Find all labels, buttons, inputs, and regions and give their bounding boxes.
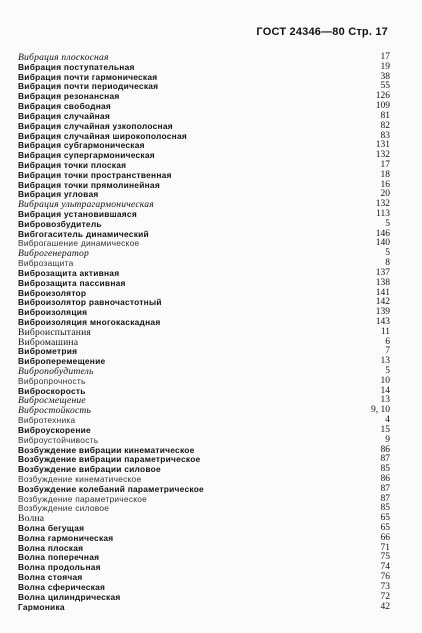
index-page-number: 87 <box>380 483 390 494</box>
index-term: Гармоника <box>18 601 65 612</box>
index-term: Вибрация ультрагармоническая <box>18 199 154 211</box>
index-page-number: 55 <box>380 81 390 92</box>
index-term: Виброгашение динамическое <box>18 238 140 249</box>
index-page-number: 42 <box>380 601 390 612</box>
index-page-number: 20 <box>380 189 390 200</box>
index-page-number: 9 <box>385 434 390 445</box>
index-page-number: 16 <box>380 179 390 190</box>
page-header: ГОСТ 24346—80 Стр. 17 <box>256 26 388 38</box>
index-page-number: 76 <box>380 572 390 583</box>
index-page-number: 10 <box>380 375 390 386</box>
index-term: Вибрация резонансная <box>18 91 120 102</box>
index-page-number: 137 <box>375 267 390 278</box>
index-term: Вибротехника <box>18 415 76 426</box>
index-term: Волна плоская <box>18 542 84 553</box>
index-term: Вибрация супергармоническая <box>18 150 155 161</box>
index-term: Виброзащита активная <box>18 267 120 278</box>
index-page-number: 87 <box>380 493 390 504</box>
index-term: Волна <box>18 513 45 525</box>
index-page-number: 142 <box>375 297 390 308</box>
index-page-number: 17 <box>380 52 390 62</box>
index-term: Волна сферическая <box>18 581 106 592</box>
index-term: Вибрация почти гармоническая <box>18 71 158 82</box>
index-page-number: 5 <box>385 248 390 259</box>
index-page-number: 11 <box>380 326 390 337</box>
index-term: Виброиспытания <box>18 326 92 338</box>
index-term: Возбуждение вибрации кинематическое <box>18 444 195 455</box>
index-term: Волна бегущая <box>18 523 85 533</box>
index-page-number: 74 <box>380 562 390 573</box>
index-page-number: 13 <box>380 356 390 367</box>
index-page-number: 81 <box>380 110 390 121</box>
index-page-number: 86 <box>380 473 390 484</box>
index-term: Вибрация почти периодическая <box>18 81 159 92</box>
index-page-number: 82 <box>380 120 390 131</box>
index-page-number: 85 <box>380 503 390 514</box>
index-term: Волна гармоническая <box>18 532 114 543</box>
index-term: Вибрация плоскосная <box>18 52 109 63</box>
index-entry <box>18 603 390 613</box>
index-term: Виброзащита пассивная <box>18 277 126 288</box>
index-term: Виброизоляция многокаскадная <box>18 316 161 327</box>
index-page-number: 9, 10 <box>371 405 390 416</box>
index-page-number: 13 <box>380 395 390 406</box>
index-page-number: 6 <box>385 336 390 347</box>
index-page-number: 139 <box>375 307 390 318</box>
index-page-number: 65 <box>380 523 390 533</box>
term-index-list <box>18 53 390 612</box>
index-term: Возбуждение колебаний параметрическое <box>18 483 204 494</box>
index-page-number: 38 <box>380 71 390 82</box>
index-page-number: 146 <box>375 228 390 239</box>
index-page-number: 5 <box>385 366 390 376</box>
index-term: Вибростойкость <box>18 405 92 417</box>
index-term: Вибгогаситель динамический <box>18 228 149 239</box>
index-term: Вибровозбудитель <box>18 218 102 229</box>
index-page-number: 72 <box>380 591 390 602</box>
index-term: Волна поперечная <box>18 552 100 563</box>
index-page-number: 143 <box>375 316 390 327</box>
index-page-number: 8 <box>385 258 390 269</box>
index-page-number: 14 <box>380 385 390 396</box>
index-page-number: 7 <box>385 346 390 357</box>
index-term: Виброгенератор <box>18 248 90 260</box>
index-entry <box>18 593 390 603</box>
index-entry <box>18 504 390 514</box>
index-term: Виброметрия <box>18 346 78 357</box>
index-term: Виброизолятор <box>18 287 87 298</box>
index-term: Вибрация субгармоническая <box>18 140 145 151</box>
index-page-number: 75 <box>380 552 390 563</box>
index-term: Виброперемещение <box>18 356 106 367</box>
index-page-number: 83 <box>380 130 390 141</box>
index-term: Виброзащита <box>18 258 74 269</box>
index-page-number: 131 <box>375 140 390 151</box>
index-term: Возбуждение вибрации силовое <box>18 464 161 475</box>
index-term: Волна цилиндрическая <box>18 591 121 602</box>
index-page-number: 113 <box>376 209 390 219</box>
index-page-number: 65 <box>380 513 390 524</box>
index-page-number: 141 <box>375 287 390 298</box>
index-page-number: 132 <box>375 150 390 161</box>
index-page-number: 87 <box>380 454 390 465</box>
index-term: Волна продольная <box>18 562 101 573</box>
index-page-number: 5 <box>385 218 390 229</box>
index-term: Вибрация поступательная <box>18 61 135 72</box>
index-term: Виброизолятор равночастотный <box>18 297 162 308</box>
index-term: Вибрация точки плоская <box>18 159 127 170</box>
index-term: Вибромашина <box>18 336 79 348</box>
index-page-number: 73 <box>380 581 390 592</box>
index-term: Вибрация случайная <box>18 110 110 121</box>
index-term: Вибропрочность <box>18 375 86 386</box>
index-page-number: 71 <box>380 542 390 553</box>
index-term: Виброускорение <box>18 424 91 435</box>
index-term: Вибрация случайная узкополосная <box>18 120 173 131</box>
index-page-number: 15 <box>380 424 390 435</box>
index-term: Виброустойчивость <box>18 434 99 445</box>
index-page-number: 66 <box>380 532 390 543</box>
index-page-number: 19 <box>380 61 390 72</box>
index-term: Возбуждение силовое <box>18 503 110 514</box>
index-page-number: 86 <box>380 444 390 455</box>
index-term: Виброскорость <box>18 385 86 396</box>
index-term: Вибрация угловая <box>18 189 99 200</box>
index-page-number: 85 <box>380 464 390 475</box>
index-page-number: 4 <box>385 415 390 426</box>
index-term: Возбуждение кинематическое <box>18 473 142 484</box>
index-term: Виброизоляция <box>18 307 88 318</box>
index-page-number: 109 <box>375 101 390 112</box>
index-term: Вибропобудитель <box>18 366 94 377</box>
index-term: Возбуждение параметрическое <box>18 493 148 504</box>
index-term: Возбуждение вибрации параметрическое <box>18 454 201 465</box>
index-term: Вибрация свободная <box>18 101 112 112</box>
index-page-number: 138 <box>375 277 390 288</box>
index-page-number: 132 <box>375 199 390 210</box>
index-page-number: 140 <box>375 238 390 249</box>
index-term: Вибрация точки прямолинейная <box>18 179 160 190</box>
index-page-number: 126 <box>375 91 390 102</box>
index-term: Вибросмещение <box>18 395 86 407</box>
index-term: Вибрация точки пространственная <box>18 169 172 180</box>
index-term: Вибрация случайная широкополосная <box>18 130 188 141</box>
index-page-number: 18 <box>380 169 390 180</box>
index-page-number: 17 <box>380 159 390 170</box>
index-term: Вибрация установившаяся <box>18 209 137 219</box>
index-term: Волна стоячая <box>18 572 83 583</box>
